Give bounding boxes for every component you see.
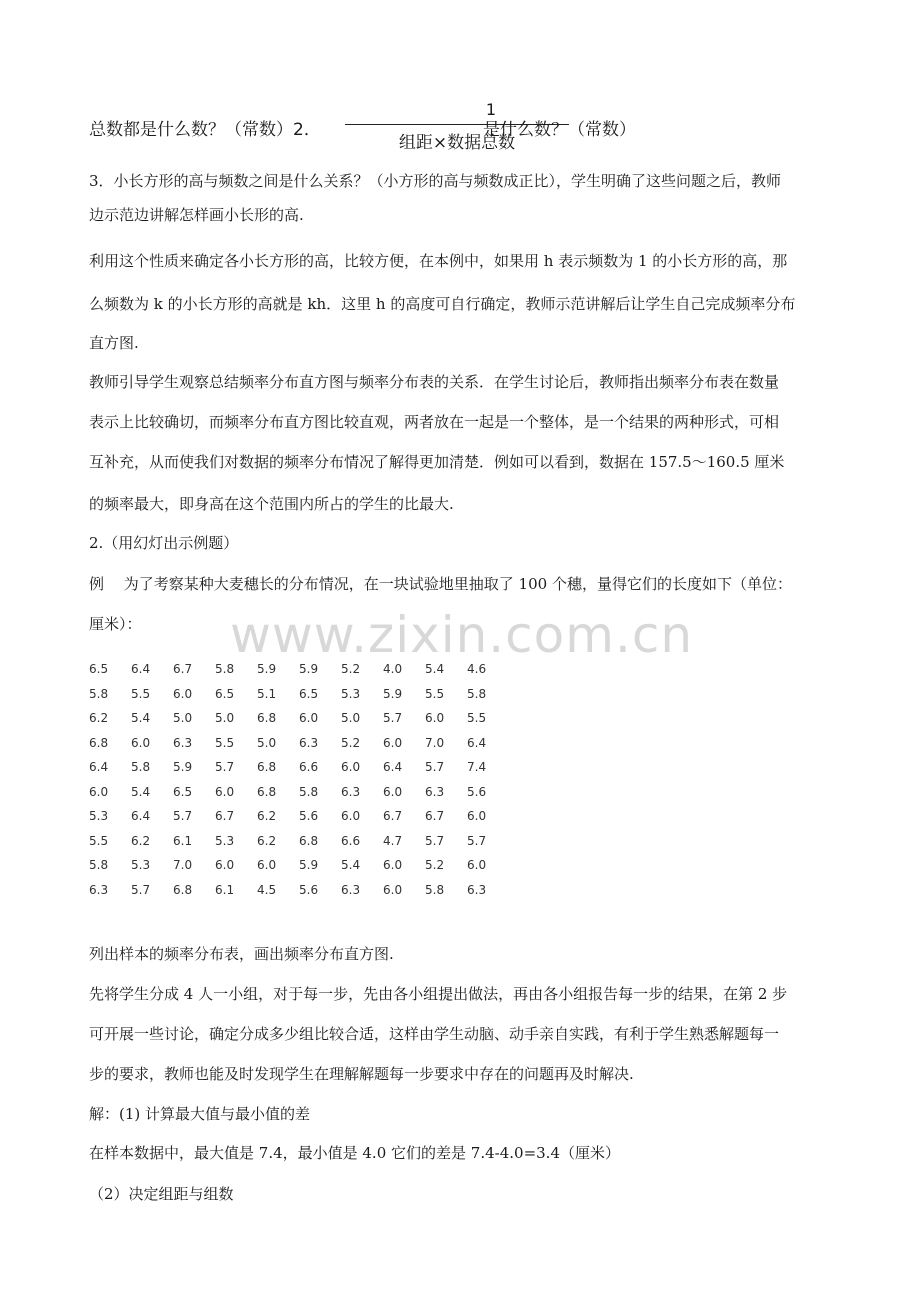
table-cell: 6.8: [257, 711, 277, 726]
table-cell: 6.4: [131, 809, 151, 824]
table-cell: 5.7: [467, 833, 487, 848]
table-cell: 6.0: [215, 858, 235, 873]
paragraph-line: 在样本数据中，最大值是 7.4，最小值是 4.0 它们的差是 7.4-4.0=3.4（厘米）: [89, 1144, 620, 1162]
table-cell: 5.6: [299, 882, 319, 897]
table-cell: 6.0: [257, 858, 277, 873]
table-cell: 6.4: [467, 735, 487, 750]
paragraph-line: 3．小长方形的高与频数之间是什么关系？（小方形的高与频数成正比），学生明确了这些问题之后，教师: [89, 172, 782, 190]
table-cell: 6.3: [341, 784, 361, 799]
table-cell: 6.8: [257, 784, 277, 799]
table-cell: 5.8: [89, 858, 109, 873]
table-cell: 6.1: [215, 882, 235, 897]
question-part2: 是什么数？（常数）: [483, 120, 636, 140]
sample-data-table: [89, 657, 509, 902]
table-cell: 5.7: [425, 760, 445, 775]
table-cell: 6.7: [173, 662, 193, 677]
table-cell: 6.2: [89, 711, 109, 726]
table-cell: 6.0: [173, 686, 193, 701]
table-cell: 6.0: [383, 858, 403, 873]
table-cell: 6.3: [89, 882, 109, 897]
table-cell: 4.0: [383, 662, 403, 677]
table-cell: 6.8: [299, 833, 319, 848]
table-cell: 5.8: [425, 882, 445, 897]
table-cell: 6.0: [341, 760, 361, 775]
table-cell: 6.5: [299, 686, 319, 701]
table-cell: 5.3: [215, 833, 235, 848]
table-cell: 6.7: [383, 809, 403, 824]
paragraph-line: 利用这个性质来确定各小长方形的高，比较方便，在本例中，如果用 h 表示频数为 1 的小长方形的高，那: [89, 252, 788, 270]
table-cell: 5.9: [173, 760, 193, 775]
table-cell: 5.1: [257, 686, 277, 701]
table-cell: 6.6: [299, 760, 319, 775]
table-cell: 5.9: [299, 662, 319, 677]
table-cell: 5.5: [215, 735, 235, 750]
table-cell: 5.7: [383, 711, 403, 726]
table-cell: 5.2: [341, 735, 361, 750]
table-cell: 5.5: [467, 711, 487, 726]
table-cell: 6.5: [89, 662, 109, 677]
paragraph-line: 边示范边讲解怎样画小长形的高.: [89, 206, 304, 224]
table-row: [89, 755, 509, 780]
paragraph-line: 么频数为 k 的小长方形的高就是 kh．这里 h 的高度可自行确定，教师示范讲解后让学生自己完成频率分布: [89, 295, 796, 313]
paragraph-line: 先将学生分成 4 人一小组，对于每一步，先由各小组提出做法，再由各小组报告每一步的结果，在第 2 步: [89, 985, 788, 1003]
paragraph-line: 步的要求，教师也能及时发现学生在理解解题每一步要求中存在的问题再及时解决.: [89, 1065, 634, 1083]
table-cell: 5.0: [257, 735, 277, 750]
table-cell: 6.0: [131, 735, 151, 750]
table-cell: 5.0: [215, 711, 235, 726]
paragraph-line: 解：(1) 计算最大值与最小值的差: [89, 1105, 311, 1123]
table-cell: 6.0: [215, 784, 235, 799]
table-cell: 5.6: [467, 784, 487, 799]
table-cell: 5.7: [173, 809, 193, 824]
question-part1: 总数都是什么数？（常数）2．: [89, 120, 321, 140]
table-cell: 6.0: [467, 809, 487, 824]
table-cell: 6.5: [215, 686, 235, 701]
table-cell: 4.7: [383, 833, 403, 848]
table-cell: 5.8: [467, 686, 487, 701]
table-row: [89, 829, 509, 854]
table-cell: 5.8: [89, 686, 109, 701]
table-cell: 6.4: [383, 760, 403, 775]
table-cell: 6.3: [299, 735, 319, 750]
table-cell: 6.5: [173, 784, 193, 799]
table-cell: 6.8: [257, 760, 277, 775]
table-cell: 5.0: [341, 711, 361, 726]
table-cell: 6.2: [131, 833, 151, 848]
table-cell: 6.0: [341, 809, 361, 824]
table-cell: 6.0: [383, 784, 403, 799]
paragraph-line: 教师引导学生观察总结频率分布直方图与频率分布表的关系．在学生讨论后，教师指出频率分布表在数量: [89, 373, 780, 391]
paragraph-line: （2）决定组距与组数: [89, 1185, 234, 1203]
table-cell: 6.3: [467, 882, 487, 897]
table-cell: 5.8: [215, 662, 235, 677]
table-cell: 7.0: [173, 858, 193, 873]
paragraph-line: 2.（用幻灯出示例题）: [89, 534, 239, 552]
table-cell: 5.8: [299, 784, 319, 799]
table-row: [89, 853, 509, 878]
table-cell: 6.3: [173, 735, 193, 750]
paragraph-line: 直方图.: [89, 334, 139, 352]
table-row: [89, 878, 509, 903]
fraction-numerator: 1: [485, 100, 497, 119]
table-cell: 5.2: [425, 858, 445, 873]
table-row: [89, 731, 509, 756]
table-cell: 6.3: [425, 784, 445, 799]
paragraph-line: 厘米）：: [89, 615, 142, 633]
table-cell: 5.9: [257, 662, 277, 677]
paragraph-line: 表示上比较确切，而频率分布直方图比较直观，两者放在一起是一个整体，是一个结果的两种形式，可相: [89, 413, 780, 431]
table-row: [89, 657, 509, 682]
table-cell: 6.4: [131, 662, 151, 677]
table-cell: 6.2: [257, 809, 277, 824]
table-cell: 5.3: [131, 858, 151, 873]
table-cell: 5.9: [383, 686, 403, 701]
table-cell: 5.5: [131, 686, 151, 701]
table-cell: 6.6: [341, 833, 361, 848]
table-cell: 7.0: [425, 735, 445, 750]
table-row: [89, 706, 509, 731]
watermark: www.zixin.com.cn: [230, 606, 694, 664]
table-cell: 6.0: [299, 711, 319, 726]
table-cell: 6.3: [341, 882, 361, 897]
table-cell: 5.7: [215, 760, 235, 775]
table-cell: 6.1: [173, 833, 193, 848]
table-cell: 5.5: [425, 686, 445, 701]
table-cell: 5.7: [131, 882, 151, 897]
table-cell: 5.4: [131, 711, 151, 726]
table-cell: 5.4: [131, 784, 151, 799]
table-cell: 5.3: [341, 686, 361, 701]
table-cell: 6.0: [89, 784, 109, 799]
fraction-denominator: 组距×数据总数: [398, 133, 516, 153]
table-cell: 7.4: [467, 760, 487, 775]
table-cell: 6.0: [425, 711, 445, 726]
table-cell: 6.7: [215, 809, 235, 824]
table-row: [89, 682, 509, 707]
table-cell: 6.2: [257, 833, 277, 848]
table-cell: 4.6: [467, 662, 487, 677]
table-cell: 6.8: [89, 735, 109, 750]
table-cell: 6.8: [173, 882, 193, 897]
table-cell: 6.0: [383, 735, 403, 750]
table-cell: 5.2: [341, 662, 361, 677]
table-row: [89, 780, 509, 805]
table-cell: 5.5: [89, 833, 109, 848]
table-cell: 5.4: [425, 662, 445, 677]
table-cell: 6.7: [425, 809, 445, 824]
paragraph-line: 列出样本的频率分布表，画出频率分布直方图.: [89, 945, 394, 963]
table-cell: 5.9: [299, 858, 319, 873]
table-cell: 5.4: [341, 858, 361, 873]
table-cell: 4.5: [257, 882, 277, 897]
paragraph-line: 可开展一些讨论，确定分成多少组比较合适，这样由学生动脑、动手亲自实践，有利于学生熟悉解题每一: [89, 1025, 780, 1043]
table-cell: 5.6: [299, 809, 319, 824]
table-cell: 6.0: [467, 858, 487, 873]
table-cell: 5.8: [131, 760, 151, 775]
paragraph-line: 例 为了考察某种大麦穗长的分布情况，在一块试验地里抽取了 100 个穗，量得它们的长度如下（单位：: [89, 575, 792, 593]
table-cell: 5.0: [173, 711, 193, 726]
table-cell: 6.4: [89, 760, 109, 775]
table-row: [89, 804, 509, 829]
table-cell: 5.3: [89, 809, 109, 824]
paragraph-line: 互补充，从而使我们对数据的频率分布情况了解得更加清楚．例如可以看到，数据在 157.5～160.5 厘米: [89, 453, 785, 471]
paragraph-line: 的频率最大，即身高在这个范围内所占的学生的比最大.: [89, 495, 454, 513]
table-cell: 5.7: [425, 833, 445, 848]
table-cell: 6.0: [383, 882, 403, 897]
